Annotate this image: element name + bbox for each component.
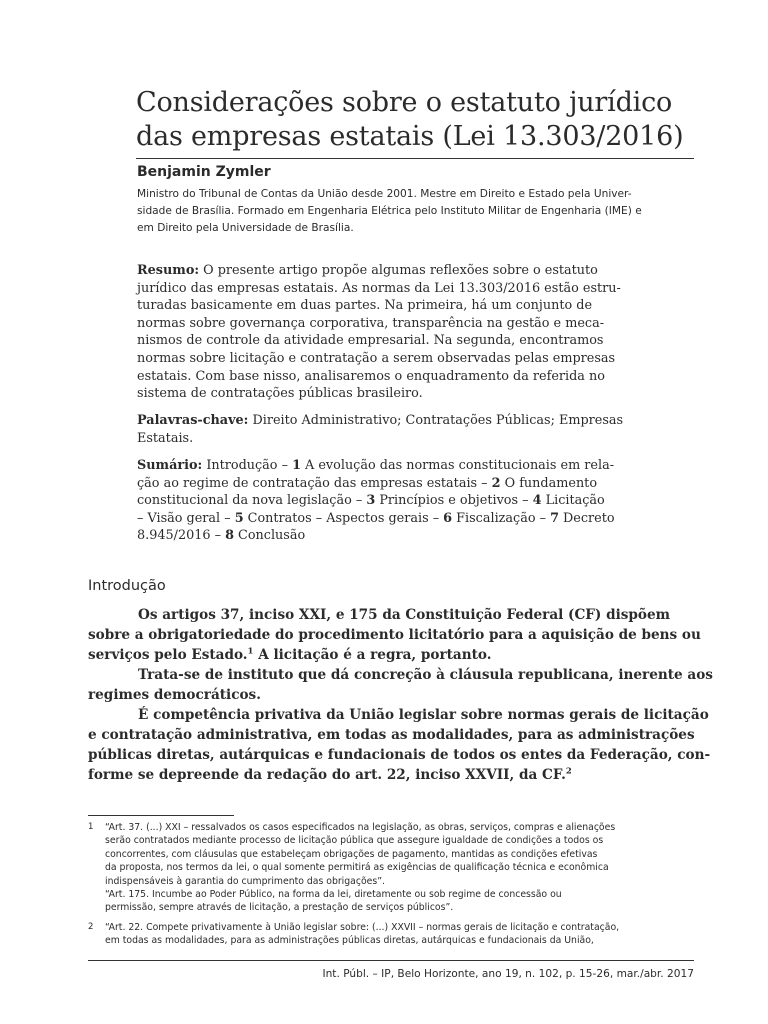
summary-line: constitucional da nova legislação – 3 Princípios e objetivos – 4 Licitação <box>137 493 605 509</box>
body-line: sobre a obrigatoriedade do procedimento licitatório para a aquisição de bens ou <box>88 627 701 643</box>
abstract <box>137 262 645 403</box>
footnote-ref-1[interactable]: 1 <box>247 646 254 657</box>
bio-line: em Direito pela Universidade de Brasília. <box>137 222 354 234</box>
section-heading-introduction: Introdução <box>88 578 166 594</box>
abstract-line <box>137 262 645 280</box>
body-line: regimes democráticos. <box>88 687 261 703</box>
body-line: serviços pelo Estado.$^1$ A licitação é a regra, portanto. <box>88 646 492 663</box>
article-title <box>136 86 696 154</box>
body-line: Trata-se de instituto que dá concreção à cláusula republicana, inerente aos <box>138 667 713 683</box>
keywords-line <box>137 412 645 430</box>
footnote-line: “Art. 175. Incumbe ao Poder Público, na forma da lei, diretamente ou sob regime de concessão ou <box>105 889 562 901</box>
keywords-label: Palavras-chave: <box>137 413 249 428</box>
footnote-divider <box>88 815 234 816</box>
summary-line: ção ao regime de contratação das empresas estatais – 2 O fundamento <box>137 475 598 491</box>
bio-line: Ministro do Tribunal de Contas da União desde 2001. Mestre em Direito e Estado pela Univer- <box>137 188 632 200</box>
body-line: e contratação administrativa, em todas as modalidades, para as administrações <box>88 727 695 743</box>
footnote-number: 1 <box>88 822 94 832</box>
abstract-line: normas sobre governança corporativa, transparência na gestão e meca- <box>137 315 605 331</box>
summary-line: – Visão geral – 5 Contratos – Aspectos gerais – 6 Fiscalização – 7 Decreto <box>137 510 615 526</box>
title-divider <box>136 158 694 159</box>
abstract-line: estatais. Com base nisso, analisaremos o enquadramento da referida no <box>137 368 605 384</box>
journal-citation: Int. Públ. – IP, Belo Horizonte, ano 19, n. 102, p. 15-26, mar./abr. 2017 <box>322 968 694 980</box>
author-name: Benjamin Zymler <box>137 164 271 180</box>
body-line: É competência privativa da União legislar sobre normas gerais de licitação <box>138 707 709 723</box>
footnote-line: serão contratados mediante processo de licitação pública que assegure igualdade de condições a todos os <box>105 835 604 847</box>
title-line-2: das empresas estatais (Lei 13.303/2016) <box>136 121 684 152</box>
abstract-label: Resumo: <box>137 263 200 278</box>
summary-line: 8.945/2016 – 8 Conclusão <box>137 528 306 544</box>
abstract-line: jurídico das empresas estatais. As normas da Lei 13.303/2016 estão estru- <box>137 280 621 296</box>
footnote-line: em todas as modalidades, para as administrações públicas diretas, autárquicas e fundacionais da União, <box>105 935 594 947</box>
keywords <box>137 412 645 447</box>
keywords-text: Direito Administrativo; Contratações Públicas; Empresas <box>248 413 624 428</box>
footer-divider <box>88 960 694 961</box>
introduction-body <box>88 605 713 785</box>
footnote-line: permissão, sempre através de licitação, a prestação de serviços públicos”. <box>105 902 454 914</box>
body-line: públicas diretas, autárquicas e fundacionais de todos os entes da Federação, con- <box>88 747 711 763</box>
footnote-line: “Art. 37. (...) XXI – ressalvados os casos especificados na legislação, as obras, serviços, compras e alienações <box>105 822 616 833</box>
abstract-text: O presente artigo propõe algumas reflexões sobre o estatuto <box>199 263 598 278</box>
footnote-2 <box>88 921 694 948</box>
summary-label: Sumário: <box>137 458 203 473</box>
footnote-line: da proposta, nos termos da lei, o qual somente permitirá as exigências de qualificação técnica e econômica <box>105 862 609 874</box>
footnote-ref-2[interactable]: 2 <box>565 766 572 777</box>
footnote-number: 2 <box>88 922 94 932</box>
footnote-1 <box>88 821 694 915</box>
footnote-line: “Art. 22. Compete privativamente à União legislar sobre: (...) XXVII – normas gerais de licitação e contratação, <box>105 922 620 933</box>
keywords-line: Estatais. <box>137 430 194 446</box>
summary-line: Sumário: Introdução – 1 A evolução das normas constitucionais em rela- <box>137 458 615 473</box>
bio-line: sidade de Brasília. Formado em Engenharia Elétrica pelo Instituto Militar de Engenharia (IME) e <box>137 205 642 217</box>
abstract-line: turadas basicamente em duas partes. Na primeira, há um conjunto de <box>137 298 593 314</box>
author-bio <box>137 186 695 237</box>
abstract-line: normas sobre licitação e contratação a serem observadas pelas empresas <box>137 350 616 366</box>
footnote-line: concorrentes, com cláusulas que estabeleçam obrigações de pagamento, mantidas as condições efetivas <box>105 848 598 860</box>
abstract-line: nismos de controle da atividade empresarial. Na segunda, encontramos <box>137 333 604 349</box>
title-line-1: Considerações sobre o estatuto jurídico <box>136 87 673 118</box>
summary <box>137 457 645 545</box>
body-line: Os artigos 37, inciso XXI, e 175 da Constituição Federal (CF) dispõem <box>138 607 671 623</box>
abstract-line: sistema de contratações públicas brasileiro. <box>137 386 423 402</box>
footnote-line: indispensáveis à garantia do cumprimento das obrigações”. <box>105 875 385 887</box>
body-line: forme se depreende da redação do art. 22, inciso XXVII, da CF.$^2$ <box>88 766 572 783</box>
